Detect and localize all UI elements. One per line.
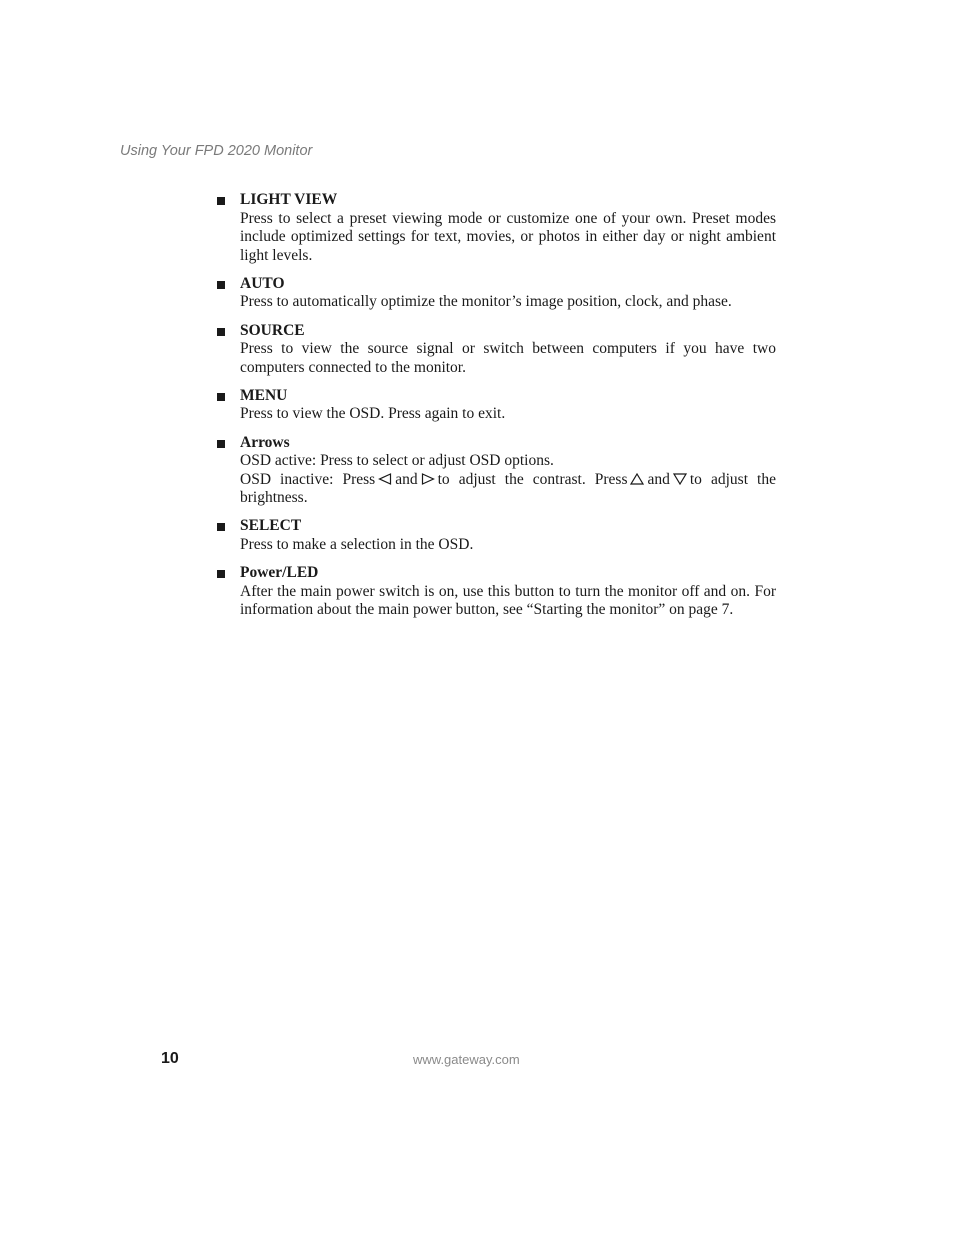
item-description: Press to make a selection in the OSD.: [240, 536, 474, 553]
item-description: Press to automatically optimize the monitor’s image position, clock, and phase.: [240, 293, 732, 311]
list-item-auto: [216, 275, 776, 312]
item-description: Press to view the OSD. Press again to exit.: [240, 405, 506, 423]
list-item-light-view: [216, 191, 776, 265]
item-description: Press to view the source signal or switch between computers if you have two computers connected to the monitor.: [240, 340, 776, 376]
list-item-source: [216, 322, 776, 378]
inactive-text: to adjust the brightness.: [240, 470, 776, 507]
up-arrow-icon: [630, 473, 644, 485]
list-item-power-led: [216, 564, 776, 620]
square-bullet-icon: [217, 393, 225, 401]
square-bullet-icon: [217, 523, 225, 531]
list-item-menu: [216, 387, 776, 424]
inactive-text: and: [647, 470, 670, 488]
item-description-inactive: [240, 471, 776, 508]
item-description-active: OSD active: Press to select or adjust OSD options.: [240, 452, 554, 470]
down-arrow-icon: [673, 473, 687, 485]
inactive-text: and: [395, 470, 418, 488]
item-term: Power/LED: [240, 564, 319, 582]
item-term: LIGHT VIEW: [240, 191, 338, 208]
square-bullet-icon: [217, 281, 225, 289]
button-description-list: [216, 191, 776, 629]
item-description: After the main power switch is on, use this button to turn the monitor off and on. For information about the main power button, see “Starting the monitor” on page 7.: [240, 582, 776, 619]
square-bullet-icon: [217, 570, 225, 578]
item-term: Arrows: [240, 433, 290, 451]
list-item-arrows: [216, 434, 776, 508]
square-bullet-icon: [217, 440, 225, 448]
right-arrow-icon: [421, 473, 435, 485]
item-description: Press to select a preset viewing mode or customize one of your own. Preset modes include optimized settings for text, movies, or photos in either day or night ambient light levels.: [240, 209, 776, 264]
left-arrow-icon: [378, 473, 392, 485]
inactive-text: OSD inactive: Press: [240, 470, 376, 488]
item-term: AUTO: [240, 274, 285, 292]
square-bullet-icon: [217, 197, 225, 205]
page-number: 10: [161, 1050, 179, 1067]
footer-url: www.gateway.com: [413, 1052, 520, 1067]
item-term: SOURCE: [240, 321, 305, 339]
list-item-select: [216, 517, 776, 554]
item-term: MENU: [240, 386, 288, 404]
running-header: Using Your FPD 2020 Monitor: [120, 143, 313, 159]
square-bullet-icon: [217, 328, 225, 336]
item-term: SELECT: [240, 517, 302, 535]
inactive-text: to adjust the contrast. Press: [437, 470, 628, 488]
